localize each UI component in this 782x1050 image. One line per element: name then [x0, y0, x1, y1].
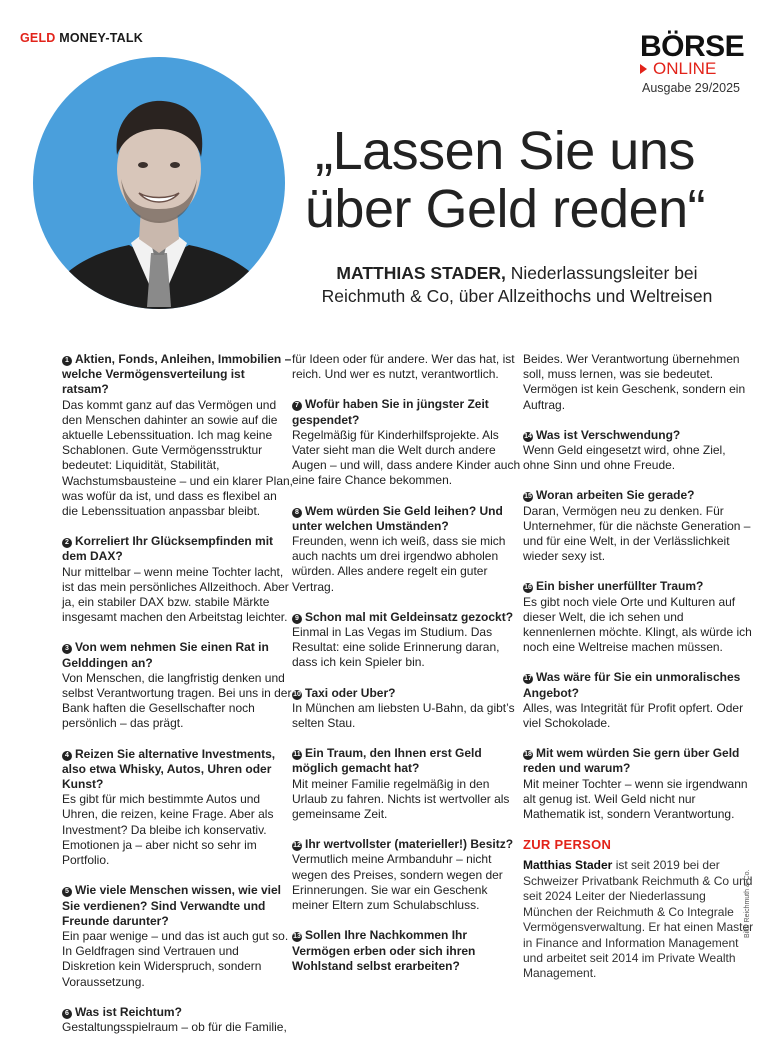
- question-number: 16: [524, 584, 532, 592]
- question-number: 2: [62, 538, 72, 548]
- qa-item: [523, 488, 755, 564]
- question-number: 14: [524, 432, 532, 440]
- qa-item: [292, 610, 524, 671]
- section-label-red: GELD: [20, 31, 56, 45]
- qa-item: [62, 640, 294, 731]
- answer: Freunden, wenn ich weiß, dass sie mich auch nachts um drei irgendwo abholen würden. Alles andere regelt ein guter Vertrag.: [292, 534, 506, 594]
- section-label: [20, 31, 143, 45]
- question: [292, 504, 524, 534]
- question: [292, 397, 524, 427]
- qa-item: [292, 746, 524, 822]
- question-text: Mit wem würden Sie gern über Geld reden und warum?: [523, 746, 740, 776]
- answer: Es gibt für mich bestimmte Autos und Uhren, die reizen, keine Frage. Aber als Investment? Da bleibe ich konservativ. Emotionen ja – aber nicht so sehr im Portfolio.: [62, 792, 274, 868]
- portrait-photo: [33, 57, 285, 309]
- question: [62, 534, 294, 564]
- column-3: [523, 352, 755, 982]
- subheadline-role: Niederlassungsleiter bei: [510, 263, 698, 283]
- question-number: 10: [293, 690, 301, 698]
- answer: Mit meiner Familie regelmäßig in den Urlaub zu fahren. Nichts ist wertvoller als gemeinsame Zeit.: [292, 776, 510, 822]
- question-number: 8: [292, 508, 302, 518]
- question-text: Was wäre für Sie ein unmoralisches Angebot?: [523, 670, 741, 700]
- subheadline: [286, 262, 748, 308]
- question-text: Sollen Ihre Nachkommen Ihr Vermögen erben oder sich ihren Wohlstand selbst erarbeiten?: [292, 928, 476, 973]
- question-number: 3: [62, 644, 72, 654]
- answer-continuation: Beides. Wer Verantwortung übernehmen soll, muss lernen, was sie bedeutet. Vermögen ist kein Geschenk, sondern ein Auftrag.: [523, 352, 746, 412]
- person-heading: ZUR PERSON: [523, 837, 612, 853]
- question-number: 12: [293, 842, 301, 850]
- question-number: 17: [524, 675, 532, 683]
- qa-item: [62, 352, 294, 519]
- question: [62, 1005, 294, 1020]
- question-number: 5: [62, 887, 72, 897]
- question-number: 18: [524, 751, 532, 759]
- answer: In München am liebsten U-Bahn, da gibt’s selten Stau.: [292, 700, 515, 731]
- question: [292, 746, 524, 776]
- question-text: Was ist Reichtum?: [75, 1004, 182, 1019]
- answer: Das kommt ganz auf das Vermögen und den Menschen dahinter an sowie auf die aktuelle Lebenssituation. Ich mag keine Schablonen. Gute Vermögensstruktur bedeutet: Liquidität, Stabilität, Wachstumsbausteine – und ein klarer Plan, was wofür da ist, und dass es flexibel an die Lebenssituation anpassbar bleibt.: [62, 397, 294, 519]
- play-triangle-icon: [640, 64, 647, 74]
- section-label-black: MONEY-TALK: [59, 31, 143, 45]
- answer: Von Menschen, die langfristig denken und selbst Verantwortung tragen. Bei uns in der Bank haften die Gesellschafter noch persönlich – das prägt.: [62, 670, 292, 731]
- person-text: ist seit 2019 bei der Schweizer Privatbank Reichmuth & Co und seit 2024 Leiter der Niederlassung München der Reichmuth & Co Integrale Vermögensverwaltung. Er hat einen Master in Finance and Information Management und arbeitet seit 2014 im Private Wealth Management.: [523, 858, 754, 981]
- question: [523, 746, 755, 776]
- logo-line1: BÖRSE: [640, 30, 745, 63]
- column-1: [62, 352, 294, 1050]
- portrait-illustration: [33, 57, 285, 309]
- question-text: Schon mal mit Geldeinsatz gezockt?: [305, 609, 514, 624]
- qa-item: [523, 428, 755, 474]
- answer-continuation: für Ideen oder für andere. Wer das hat, ist reich. Und wer es nutzt, verantwortlich.: [292, 352, 515, 382]
- question-text: Woran arbeiten Sie gerade?: [536, 488, 695, 503]
- headline: [295, 122, 715, 238]
- question: [292, 837, 524, 852]
- question: [62, 640, 294, 670]
- question: [292, 686, 524, 701]
- question-number: 11: [293, 751, 301, 759]
- answer: Nur mittelbar – wenn meine Tochter lacht, ist das mein persönliches Allzeithoch. Aber ja, ein stabiler DAX bzw. stabile Märkte insgesamt machen den Arbeitstag leichter.: [62, 564, 289, 625]
- headline-line2: über Geld reden“: [304, 179, 706, 239]
- question-number: 6: [62, 1009, 72, 1019]
- answer: Alles, was Integrität für Profit opfert. Oder viel Schokolade.: [523, 700, 744, 731]
- question: [523, 488, 755, 503]
- question-number: 1: [62, 356, 72, 366]
- qa-item: [523, 670, 755, 731]
- qa-item: [292, 686, 524, 732]
- question-text: Ein bisher unerfüllter Traum?: [536, 579, 704, 594]
- photo-credit: Bild: Reichmuth & Co.: [744, 869, 751, 938]
- logo-line2: ONLINE: [653, 59, 717, 78]
- question: [292, 928, 524, 974]
- answer: Daran, Vermögen neu zu denken. Für Unternehmer, für die nächste Generation – und für eine Welt, in der Verlässlichkeit wieder sexy ist.: [523, 503, 751, 564]
- qa-item: [62, 534, 294, 625]
- qa-item: [292, 397, 524, 488]
- qa-item: [292, 928, 524, 974]
- question-number: 13: [293, 933, 301, 941]
- qa-item: [292, 504, 524, 595]
- question: [62, 747, 294, 793]
- question-text: Von wem nehmen Sie einen Rat in Gelddingen an?: [62, 640, 269, 670]
- answer: Ein paar wenige – und das ist auch gut so. In Geldfragen sind Vertrauen und Diskretion kein Widerspruch, sondern Voraussetzung.: [62, 928, 289, 989]
- boerse-online-logo: [640, 30, 745, 95]
- answer: Es gibt noch viele Orte und Kulturen auf dieser Welt, die ich sehen und kennenlernen möchte. Klingt, als würde ich noch eine Weltreise machen müssen.: [523, 594, 752, 655]
- question-text: Reizen Sie alternative Investments, also etwa Whisky, Autos, Uhren oder Kunst?: [62, 746, 276, 792]
- question-text: Aktien, Fonds, Anleihen, Immobilien – welche Vermögensverteilung ist ratsam?: [62, 352, 292, 397]
- answer: Regelmäßig für Kinderhilfsprojekte. Als Vater sieht man die Welt durch andere Augen – und will, dass andere Kinder auch eine faire Chance bekommen.: [292, 427, 521, 488]
- question-text: Wofür haben Sie in jüngster Zeit gespendet?: [292, 397, 489, 427]
- column-2: [292, 352, 524, 989]
- question: [523, 670, 755, 700]
- person-name: Matthias Stader: [523, 858, 613, 873]
- question-number: 9: [292, 614, 302, 624]
- subheadline-line2: Reichmuth & Co, über Allzeithochs und Weltreisen: [321, 286, 713, 306]
- question: [523, 428, 755, 443]
- qa-item: [62, 1005, 294, 1035]
- qa-item: [62, 883, 294, 989]
- answer: Vermutlich meine Armbanduhr – nicht wegen des Preises, sondern wegen der Erinnerungen. Sie war ein Geschenk meiner Eltern zum Schulabschluss.: [292, 852, 503, 913]
- person-bio: [523, 858, 755, 981]
- headline-line1: „Lassen Sie uns: [315, 121, 695, 181]
- qa-item: [292, 837, 524, 913]
- question-text: Wem würden Sie Geld leihen? Und unter welchen Umständen?: [292, 503, 503, 533]
- question-text: Ihr wertvollster (materieller!) Besitz?: [305, 837, 514, 852]
- question-number: 15: [524, 493, 532, 501]
- question-number: 7: [292, 401, 302, 411]
- question-text: Ein Traum, den Ihnen erst Geld möglich gemacht hat?: [292, 746, 482, 776]
- answer: Wenn Geld eingesetzt wird, ohne Ziel, ohne Sinn und ohne Freude.: [523, 443, 726, 473]
- question: [62, 352, 294, 398]
- question: [292, 610, 524, 625]
- question-text: Taxi oder Uber?: [305, 685, 396, 700]
- question-text: Korreliert Ihr Glücksempfinden mit dem DAX?: [62, 534, 274, 564]
- answer: Mit meiner Tochter – wenn sie irgendwann alt genug ist. Weil Geld nicht nur Mathematik ist, sondern Verantwortung.: [523, 776, 748, 822]
- answer: Gestaltungsspielraum – ob für die Familie,: [62, 1019, 287, 1034]
- subheadline-name: MATTHIAS STADER,: [336, 263, 506, 283]
- qa-item: [523, 579, 755, 655]
- qa-item: [62, 747, 294, 869]
- question: [523, 579, 755, 594]
- qa-item: [523, 746, 755, 822]
- question: [62, 883, 294, 929]
- answer: Einmal in Las Vegas im Studium. Das Resultat: eine solide Erinnerung daran, dass ich kein Spieler bin.: [292, 625, 500, 670]
- question-text: Wie viele Menschen wissen, wie viel Sie verdienen? Sind Verwandte und Freunde darunter?: [62, 883, 281, 928]
- issue-label: Ausgabe 29/2025: [641, 81, 740, 95]
- question-text: Was ist Verschwendung?: [536, 427, 681, 442]
- question-number: 4: [62, 751, 72, 761]
